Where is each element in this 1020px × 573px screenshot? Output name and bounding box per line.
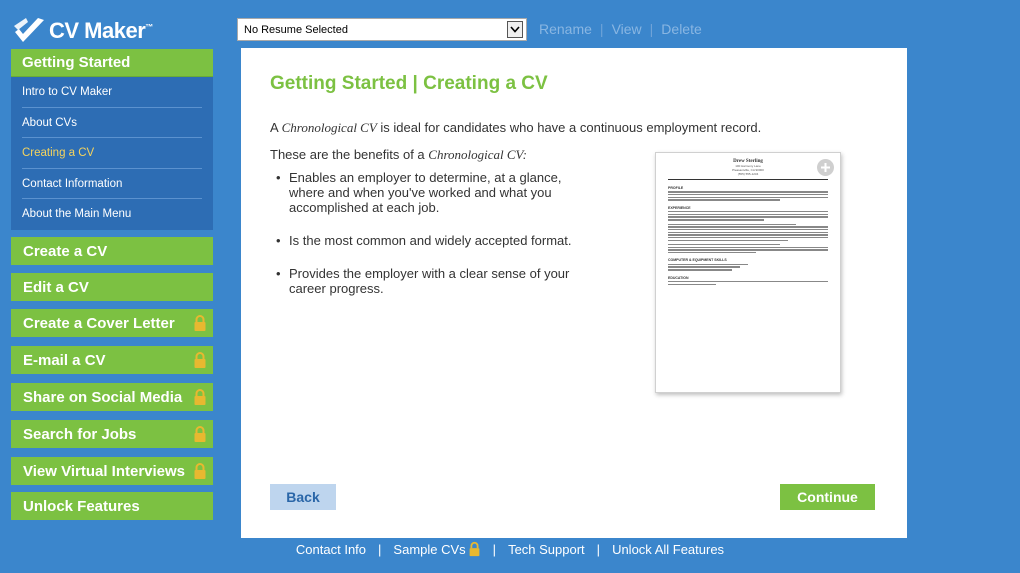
cv-text-line (668, 247, 828, 248)
intro-term: Chronological CV (281, 120, 377, 135)
sidebar-item-label: E-mail a CV (23, 351, 106, 369)
cv-divider (668, 179, 828, 180)
list-item: • Enables an employer to determine, at a glance, where and when you've worked and what you accomplished at each job. (276, 170, 576, 215)
lock-icon (193, 425, 207, 443)
separator: | (596, 541, 601, 557)
cv-text-line (668, 197, 828, 198)
content-panel (241, 48, 907, 538)
cv-text-line (668, 281, 828, 282)
separator: | (649, 21, 654, 37)
cv-text-line (668, 264, 748, 265)
sidebar-item-email-cv[interactable] (11, 346, 213, 374)
intro-prefix: A (270, 120, 282, 135)
sidebar-submenu (11, 77, 213, 230)
lock-icon (468, 541, 481, 557)
cv-text-line (668, 252, 756, 253)
app-logo (12, 16, 153, 46)
submenu-item-main-menu[interactable]: About the Main Menu (22, 208, 132, 221)
sidebar-section-getting-started[interactable] (11, 49, 213, 77)
cv-text-line (668, 232, 828, 233)
continue-button[interactable]: Continue (780, 484, 875, 510)
intro-text (270, 120, 761, 136)
footer-link-label: Contact Info (295, 541, 367, 557)
cv-section-heading: COMPUTER & EQUIPMENT SKILLS (668, 258, 727, 263)
footer-link-unlock-all[interactable] (612, 542, 724, 557)
cv-section-heading: EDUCATION (668, 275, 689, 280)
list-item: • Provides the employer with a clear sense of your career progress. (276, 266, 576, 296)
submenu-item-intro[interactable]: Intro to CV Maker (22, 77, 202, 108)
footer-link-label: Tech Support (508, 541, 585, 557)
sidebar-item-search-jobs[interactable] (11, 420, 213, 448)
cv-text-line (668, 194, 828, 195)
sample-cv-thumbnail[interactable] (655, 152, 841, 393)
cv-text-line (668, 240, 788, 241)
cv-text-line (668, 244, 780, 245)
zoom-in-icon[interactable] (817, 159, 834, 176)
resume-select-value: No Resume Selected (244, 23, 348, 36)
sidebar-item-label: Edit a CV (23, 278, 89, 296)
sidebar-item-label: View Virtual Interviews (23, 462, 186, 480)
delete-button[interactable]: Delete (661, 21, 702, 37)
cv-section-heading: PROFILE (668, 186, 684, 190)
separator: | (492, 541, 497, 557)
cv-text-line (668, 249, 828, 250)
cv-text-line (668, 211, 828, 212)
view-button[interactable]: View (611, 21, 642, 37)
list-item: • Is the most common and widely accepted format. (276, 233, 576, 248)
footer-links (0, 541, 1020, 557)
cv-text-line (668, 266, 740, 267)
rename-button[interactable]: Rename (539, 21, 592, 37)
sidebar-getting-started (11, 49, 213, 230)
sidebar-item-create-cv[interactable] (11, 237, 213, 265)
cv-sample-address-2: Pleasantville, CA 90000 (732, 168, 764, 172)
submenu-item-creating-cv[interactable]: Creating a CV (22, 138, 202, 169)
resume-select[interactable] (237, 18, 527, 41)
lock-icon (193, 351, 207, 369)
cv-text-line (668, 224, 796, 225)
benefits-term: Chronological CV: (428, 147, 527, 162)
sidebar-item-label: Search for Jobs (23, 425, 137, 443)
benefits-prefix: These are the benefits of a (270, 147, 429, 162)
cv-section-heading: EXPERIENCE (668, 205, 691, 210)
chevron-down-icon[interactable] (507, 21, 523, 38)
submenu-item-contact-info[interactable]: Contact Information (22, 169, 202, 200)
sidebar-item-cover-letter[interactable] (11, 309, 213, 337)
cv-text-line (668, 191, 828, 192)
cv-text-line (668, 234, 828, 235)
footer-link-tech-support[interactable] (508, 542, 585, 557)
cv-text-line (668, 229, 828, 230)
separator: | (378, 541, 382, 557)
cv-sample-address-3: (555) 555-1234 (737, 172, 759, 176)
logo-text: CV Maker™ (49, 18, 153, 43)
lock-icon (193, 314, 207, 332)
cv-text-line (668, 219, 764, 220)
cv-sample-name: Drew Sterling (733, 159, 763, 164)
back-button[interactable]: Back (270, 484, 336, 510)
cv-text-line (668, 237, 828, 238)
page-title: Getting Started | Creating a CV (270, 73, 548, 94)
lock-icon (193, 388, 207, 406)
intro-suffix: is ideal for candidates who have a continuous employment record. (376, 120, 762, 135)
sidebar-item-label: Create a CV (23, 242, 108, 260)
cv-text-line (668, 214, 828, 215)
sidebar-item-label: Unlock Features (23, 497, 140, 515)
submenu-item-about-cvs[interactable]: About CVs (22, 108, 202, 139)
sidebar-section-label: Getting Started (22, 54, 131, 71)
footer-link-contact-info[interactable] (296, 542, 366, 557)
benefits-list (276, 170, 576, 314)
footer-link-sample-cvs[interactable] (393, 541, 480, 557)
cv-text-line (668, 216, 828, 217)
sidebar-item-label: Share on Social Media (23, 388, 183, 406)
sidebar-item-social-media[interactable] (11, 383, 213, 411)
logo-icon (12, 16, 46, 46)
lock-icon (193, 462, 207, 480)
benefits-intro (270, 147, 527, 163)
sidebar-item-virtual-interviews[interactable] (11, 457, 213, 485)
cv-text-line (668, 284, 716, 285)
cv-text-line (668, 199, 780, 200)
sidebar-item-unlock-features[interactable] (11, 492, 213, 520)
footer-link-label: Sample CVs (393, 541, 466, 557)
cv-text-line (668, 269, 732, 270)
sidebar-item-edit-cv[interactable] (11, 273, 213, 301)
separator: | (599, 21, 604, 37)
footer-link-label: Unlock All Features (612, 541, 725, 557)
resume-actions (539, 21, 702, 37)
cv-text-line (668, 226, 828, 227)
cv-sample-address-1: 100 Harmony Lane (735, 164, 761, 168)
sidebar-item-label: Create a Cover Letter (23, 314, 175, 332)
